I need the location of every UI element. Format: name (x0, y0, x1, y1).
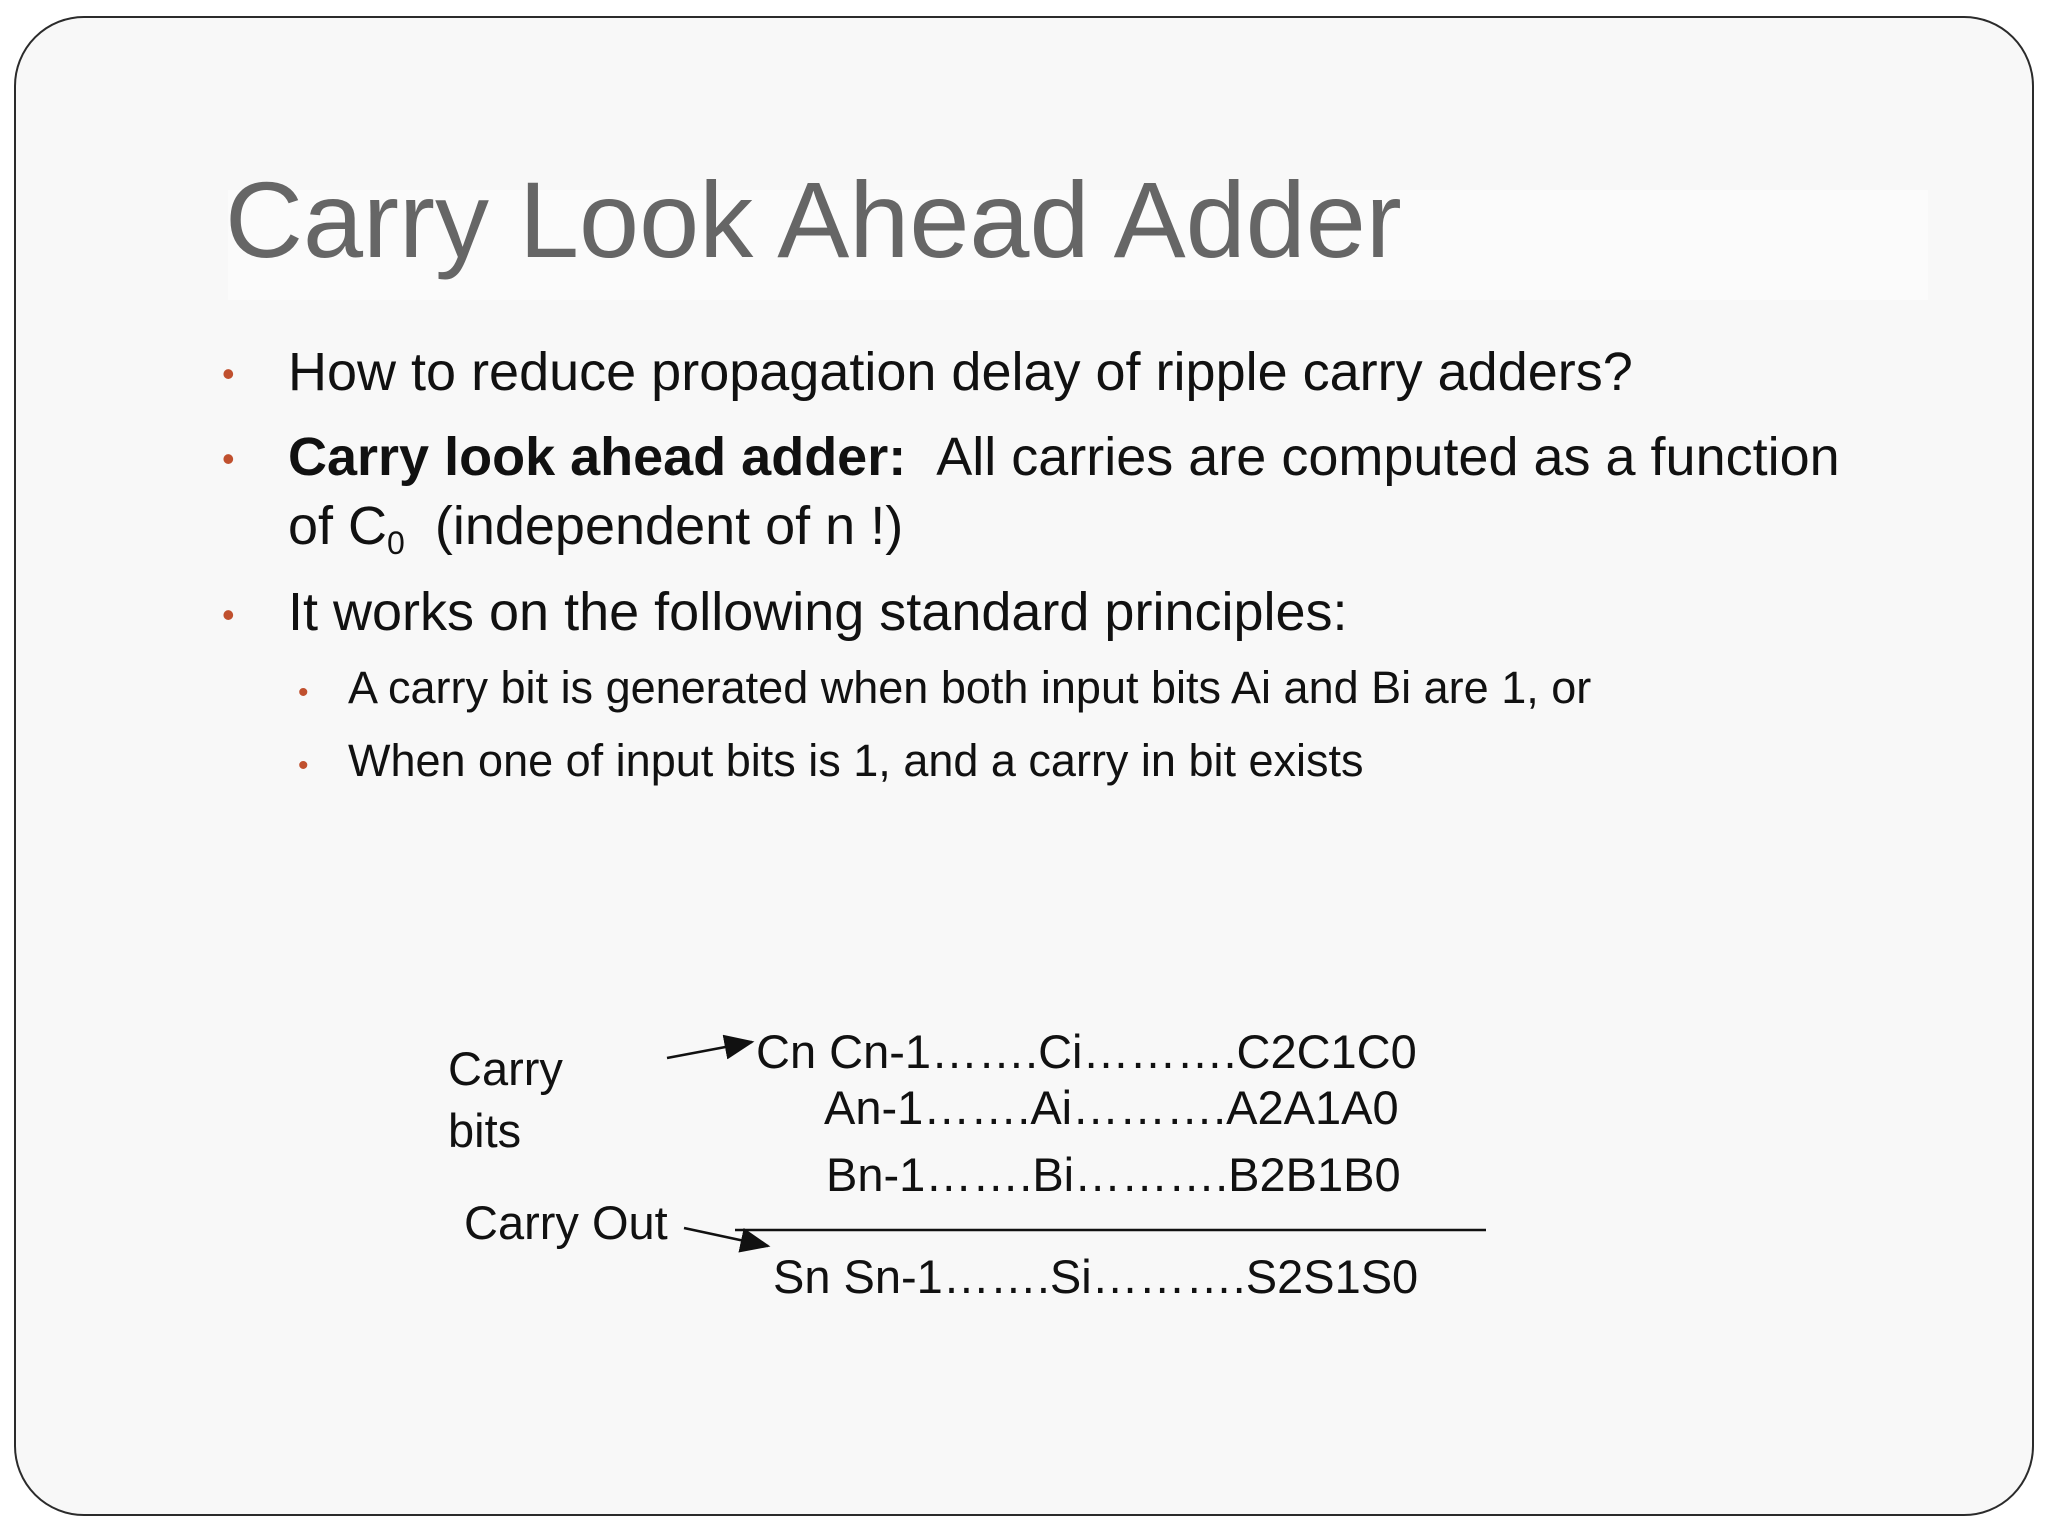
sub-bullet-1: A carry bit is generated when both input bits Ai and Bi are 1, or (348, 662, 1592, 713)
carry-arrow (667, 1042, 752, 1058)
bullet-dot: • (222, 353, 235, 394)
carry-out-label: Carry Out (464, 1196, 668, 1249)
row-b: Bn-1…….Bi……….B2B1B0 (826, 1148, 1401, 1201)
subscript-zero: 0 (387, 525, 405, 561)
row-sum: Sn Sn-1…….Si……….S2S1S0 (773, 1250, 1419, 1303)
sub-bullet-2: When one of input bits is 1, and a carry in bit exists (348, 735, 1364, 786)
carry-label-line1: Carry (448, 1042, 563, 1095)
sub-bullet-dot: • (298, 749, 309, 782)
bullet-2-bold: Carry look ahead adder: (288, 427, 907, 487)
bullet-1: How to reduce propagation delay of ripple carry adders? (288, 342, 1633, 402)
sub-bullet-dot: • (298, 676, 309, 709)
bullet-dot: • (222, 594, 235, 635)
carry-label-line2: bits (448, 1104, 522, 1157)
bullet-2-rest: All carries are computed as a function (936, 427, 1840, 487)
bullet-2-line2-prefix: of C (288, 496, 388, 556)
bullet-2-line2-suffix: (independent of n !) (434, 496, 904, 556)
row-a: An-1…….Ai……….A2A1A0 (824, 1081, 1399, 1134)
slide-title: Carry Look Ahead Adder (225, 159, 1402, 280)
bullet-3: It works on the following standard principles: (288, 582, 1348, 642)
row-carry: Cn Cn-1…….Ci……….C2C1C0 (756, 1025, 1417, 1078)
bullet-dot: • (222, 438, 235, 479)
